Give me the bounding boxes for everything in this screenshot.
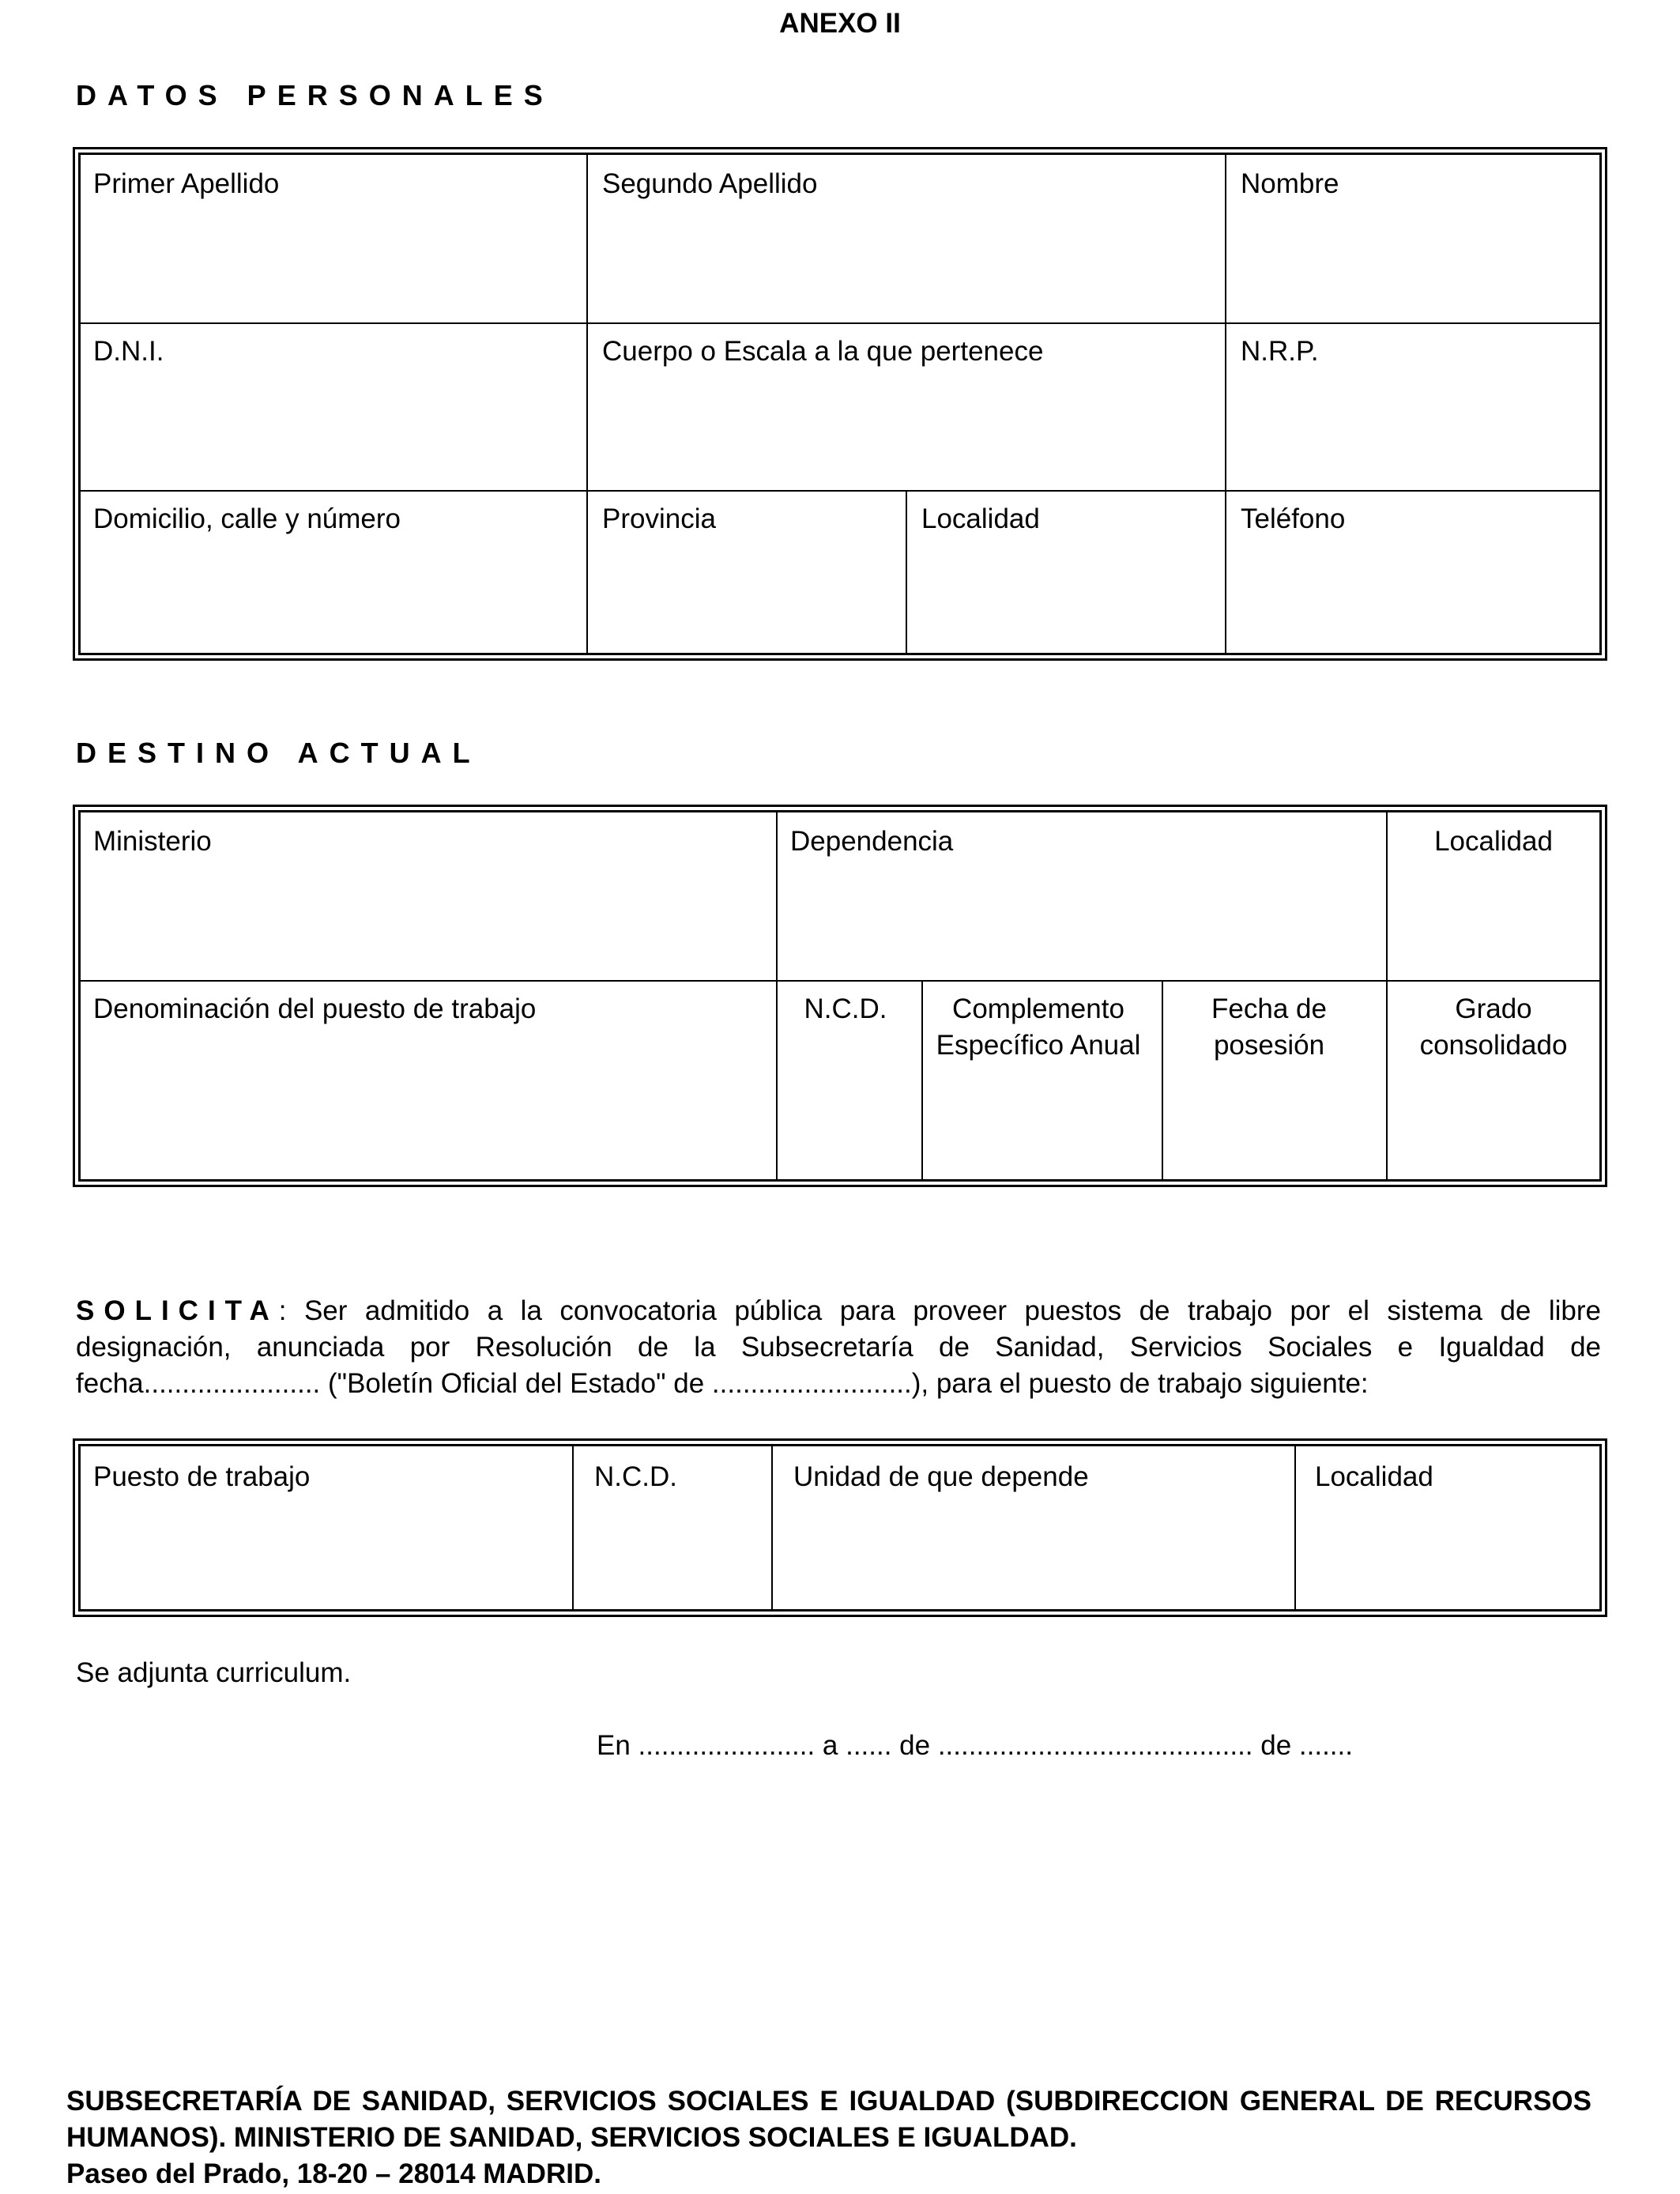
puesto-trabajo-field[interactable]: Puesto de trabajo (93, 1461, 311, 1492)
fecha-posesion-field[interactable]: Fecha de posesión (1211, 993, 1327, 1061)
personal-data-table (73, 147, 1607, 661)
segundo-apellido-field[interactable]: Segundo Apellido (602, 168, 818, 199)
complemento-especifico-field[interactable]: Complemento Específico Anual (936, 993, 1141, 1061)
domicilio-field[interactable]: Domicilio, calle y número (93, 503, 401, 534)
solicita-label: SOLICITA (76, 1295, 279, 1326)
grado-consolidado-field[interactable]: Grado consolidado (1419, 993, 1568, 1061)
footer-line-2: Paseo del Prado, 18-20 – 28014 MADRID. (66, 2158, 601, 2189)
ministerio-field[interactable]: Ministerio (93, 826, 212, 857)
cuerpo-escala-field[interactable]: Cuerpo o Escala a la que pertenece (602, 336, 1044, 367)
dependencia-field[interactable]: Dependencia (790, 826, 954, 857)
denominacion-puesto-field[interactable]: Denominación del puesto de trabajo (93, 993, 537, 1024)
dni-field[interactable]: D.N.I. (93, 336, 164, 367)
provincia-field[interactable]: Provincia (602, 503, 716, 534)
telefono-field[interactable]: Teléfono (1241, 503, 1346, 534)
solicita-text: : Ser admitido a la convocatoria pública para proveer puestos de trabajo por el sistema de libre designación, anunciada por Resolución de la Subsecretaría de Sanidad, Servicios Sociales e Igualdad de fecha....................... ("Boletín Oficial del Estado" de ..........................), para el puesto de trabajo siguiente: (76, 1295, 1601, 1399)
current-post-heading: DESTINO ACTUAL (76, 737, 481, 769)
destino-ncd-field[interactable]: N.C.D. (804, 993, 887, 1024)
footer-address (66, 2083, 1591, 2192)
nombre-field[interactable]: Nombre (1241, 168, 1339, 199)
destino-localidad-field[interactable]: Localidad (1434, 826, 1553, 857)
personal-data-heading: DATOS PERSONALES (76, 79, 554, 111)
puesto-localidad-field[interactable]: Localidad (1315, 1461, 1433, 1492)
request-paragraph (76, 1293, 1601, 1402)
localidad-field[interactable]: Localidad (921, 503, 1040, 534)
nrp-field[interactable]: N.R.P. (1241, 336, 1319, 367)
primer-apellido-field[interactable]: Primer Apellido (93, 168, 280, 199)
unidad-depende-field[interactable]: Unidad de que depende (793, 1461, 1089, 1492)
puesto-ncd-field[interactable]: N.C.D. (594, 1461, 677, 1492)
footer-line-1: SUBSECRETARÍA DE SANIDAD, SERVICIOS SOCIALES E IGUALDAD (SUBDIRECCION GENERAL DE RECURSOS HUMANOS). MINISTERIO DE SANIDAD, SERVICIOS SOCIALES E IGUALDAD. (66, 2086, 1591, 2153)
page-title: ANEXO II (779, 8, 901, 39)
curriculum-note: Se adjunta curriculum. (76, 1657, 352, 1688)
place-date-line[interactable]: En ....................... a ...... de ......................................... de ....... (597, 1730, 1353, 1761)
